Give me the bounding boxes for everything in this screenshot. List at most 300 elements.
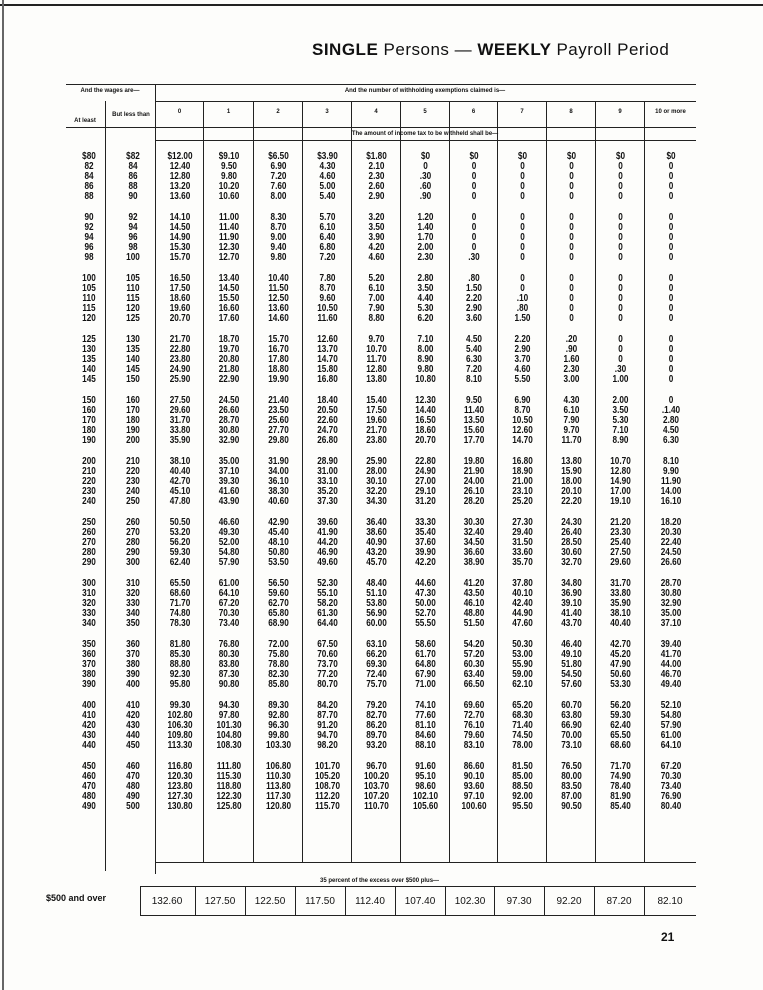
table-cell: 27.70 bbox=[268, 425, 289, 436]
table-cell: 14.50 bbox=[169, 222, 191, 233]
table-cell: 95.10 bbox=[415, 771, 436, 782]
table-cell: 18.60 bbox=[415, 425, 436, 436]
table-cell: 7.60 bbox=[270, 181, 287, 192]
table-cell: 30.80 bbox=[660, 588, 682, 599]
row-group bbox=[451, 457, 497, 507]
table-cell: 370 bbox=[82, 659, 96, 670]
table-cell: 65.50 bbox=[610, 730, 631, 741]
table-cell: 38.30 bbox=[268, 486, 289, 497]
table-cell: 96.30 bbox=[268, 720, 289, 731]
exemptions-header: And the number of withholding exemptions claimed is— bbox=[344, 88, 506, 94]
table-cell: 66.50 bbox=[463, 679, 485, 690]
table-cell: 7.20 bbox=[270, 171, 287, 182]
footer-value-1: 127.50 bbox=[204, 896, 236, 907]
table-cell: 170 bbox=[126, 405, 140, 416]
table-cell: 46.60 bbox=[218, 517, 240, 528]
table-cell: 2.80 bbox=[663, 415, 679, 426]
table-cell: .80 bbox=[468, 273, 480, 284]
row-group bbox=[304, 701, 351, 751]
table-cell: 16.50 bbox=[169, 273, 191, 284]
row-group bbox=[353, 396, 400, 446]
table-cell: 63.80 bbox=[561, 710, 582, 721]
table-cell: 74.80 bbox=[169, 608, 191, 619]
table-cell: 115.30 bbox=[216, 771, 242, 782]
table-cell: 103.30 bbox=[265, 740, 292, 751]
table-cell: 48.10 bbox=[268, 537, 289, 548]
table-cell: 6.10 bbox=[319, 222, 336, 233]
table-cell: 8.90 bbox=[612, 435, 629, 446]
table-cell: 2.80 bbox=[417, 273, 434, 284]
table-cell: 470 bbox=[126, 771, 140, 782]
row-group bbox=[353, 335, 400, 385]
row-group bbox=[205, 396, 253, 446]
column-at-least bbox=[74, 152, 104, 823]
table-cell: 6.30 bbox=[466, 354, 482, 365]
table-cell: 8.00 bbox=[417, 344, 434, 355]
row-group bbox=[304, 335, 351, 385]
row-group bbox=[157, 457, 203, 507]
row-group bbox=[597, 213, 644, 263]
table-cell: 3.90 bbox=[368, 232, 385, 243]
row-group bbox=[157, 579, 203, 629]
row-group bbox=[304, 579, 351, 629]
row-group bbox=[157, 396, 203, 446]
table-cell: 24.50 bbox=[660, 547, 682, 558]
vrule-5 bbox=[302, 101, 303, 862]
table-cell: 7.10 bbox=[417, 334, 434, 345]
table-cell: 64.80 bbox=[415, 659, 436, 670]
table-cell: 62.40 bbox=[169, 557, 191, 568]
table-cell: 47.60 bbox=[512, 618, 533, 629]
row-group bbox=[353, 518, 400, 568]
footer-value-2: 122.50 bbox=[254, 896, 286, 907]
table-cell: 0 bbox=[569, 273, 574, 284]
table-cell: 40.10 bbox=[512, 588, 533, 599]
table-cell: 14.40 bbox=[415, 405, 436, 416]
table-cell: 21.80 bbox=[218, 364, 240, 375]
bvrule-10 bbox=[644, 886, 645, 916]
table-cell: 71.70 bbox=[169, 598, 191, 609]
table-cell: 83.50 bbox=[561, 781, 582, 792]
table-cell: 10.60 bbox=[218, 191, 240, 202]
vrule-4 bbox=[253, 101, 254, 862]
table-cell: 54.50 bbox=[561, 669, 582, 680]
table-cell: 12.40 bbox=[169, 161, 191, 172]
table-cell: 101.70 bbox=[314, 761, 341, 772]
table-cell: 19.90 bbox=[268, 374, 289, 385]
table-cell: 87.70 bbox=[317, 710, 338, 721]
table-cell: .30 bbox=[614, 364, 627, 375]
table-cell: 0 bbox=[618, 303, 623, 314]
table-cell: 4.60 bbox=[514, 364, 531, 375]
table-cell: 4.50 bbox=[663, 425, 679, 436]
footer-value-4: 112.40 bbox=[355, 896, 385, 907]
table-cell: 200 bbox=[126, 435, 140, 446]
table-cell: 115 bbox=[126, 293, 140, 304]
table-cell: 46.70 bbox=[660, 669, 682, 680]
table-cell: 74.50 bbox=[512, 730, 533, 741]
table-cell: 310 bbox=[82, 588, 96, 599]
table-cell: 112.20 bbox=[315, 791, 340, 802]
table-cell: 1.50 bbox=[466, 283, 482, 294]
table-cell: 35.90 bbox=[610, 598, 631, 609]
table-cell: 0 bbox=[520, 252, 525, 263]
col-head-6: 6 bbox=[471, 109, 476, 115]
table-cell: 490 bbox=[126, 791, 140, 802]
table-cell: 480 bbox=[82, 791, 96, 802]
table-cell: 6.30 bbox=[663, 435, 679, 446]
table-cell: 0 bbox=[668, 354, 674, 365]
table-cell: 4.50 bbox=[466, 334, 482, 345]
table-cell: 17.00 bbox=[610, 486, 631, 497]
table-cell: 127.30 bbox=[167, 791, 193, 802]
table-cell: 43.50 bbox=[463, 588, 485, 599]
table-cell: 340 bbox=[126, 608, 140, 619]
table-cell: 30.80 bbox=[218, 425, 240, 436]
table-cell: 2.30 bbox=[417, 252, 434, 263]
footer-value-9: 87.20 bbox=[606, 896, 632, 907]
table-cell: 71.70 bbox=[610, 761, 631, 772]
table-cell: 27.50 bbox=[169, 395, 191, 406]
table-cell: 98 bbox=[84, 252, 94, 263]
table-cell: 94.30 bbox=[218, 700, 240, 711]
row-group bbox=[353, 701, 400, 751]
percent-note: 35 percent of the excess over $500 plus— bbox=[320, 878, 440, 884]
row-group bbox=[255, 274, 302, 324]
row-group bbox=[597, 274, 644, 324]
table-cell: 18.90 bbox=[512, 466, 533, 477]
row-group bbox=[402, 762, 449, 812]
row-group bbox=[548, 274, 595, 324]
row-group bbox=[646, 457, 696, 507]
table-cell: 0 bbox=[569, 191, 574, 202]
table-cell: 38.90 bbox=[463, 557, 485, 568]
table-cell: 38.10 bbox=[610, 608, 631, 619]
row-group bbox=[499, 701, 546, 751]
table-cell: 53.20 bbox=[169, 527, 191, 538]
table-cell: 300 bbox=[82, 578, 96, 589]
table-cell: 53.00 bbox=[512, 649, 533, 660]
table-cell: 80.70 bbox=[317, 679, 338, 690]
table-cell: 13.70 bbox=[317, 344, 338, 355]
table-cell: 10.20 bbox=[218, 181, 240, 192]
title-persons: Persons — bbox=[383, 40, 473, 59]
row-group bbox=[255, 640, 302, 690]
table-cell: 0 bbox=[569, 161, 574, 172]
table-cell: 0 bbox=[569, 171, 574, 182]
table-cell: 1.60 bbox=[563, 354, 580, 365]
table-cell: 0 bbox=[618, 293, 623, 304]
table-cell: 0 bbox=[618, 222, 623, 233]
row-group bbox=[646, 640, 696, 690]
table-cell: 49.30 bbox=[218, 527, 240, 538]
table-cell: 19.60 bbox=[169, 303, 191, 314]
table-cell: 61.00 bbox=[218, 578, 240, 589]
table-cell: 84 bbox=[84, 171, 94, 182]
row-group bbox=[499, 518, 546, 568]
table-cell: 61.70 bbox=[415, 649, 436, 660]
table-cell: 47.30 bbox=[415, 588, 436, 599]
row-group bbox=[205, 274, 253, 324]
table-cell: 0 bbox=[668, 252, 674, 263]
vrule-11 bbox=[595, 101, 596, 862]
table-cell: 0 bbox=[618, 313, 623, 324]
table-cell: 27.30 bbox=[512, 517, 533, 528]
table-cell: 280 bbox=[126, 537, 140, 548]
row-group bbox=[646, 579, 696, 629]
table-cell: 0 bbox=[471, 171, 477, 182]
table-cell: 63.40 bbox=[463, 669, 485, 680]
table-cell: 12.80 bbox=[610, 466, 631, 477]
table-cell: 190 bbox=[126, 425, 140, 436]
footer-value-8: 92.20 bbox=[556, 896, 582, 907]
table-cell: 57.90 bbox=[218, 557, 240, 568]
table-cell: 8.70 bbox=[319, 283, 336, 294]
row-group bbox=[74, 213, 104, 263]
table-cell: 81.90 bbox=[610, 791, 631, 802]
table-cell: 0 bbox=[618, 283, 623, 294]
table-cell: 15.90 bbox=[561, 466, 582, 477]
table-cell: 150 bbox=[126, 374, 140, 385]
table-cell: 28.50 bbox=[561, 537, 582, 548]
row-group bbox=[499, 579, 546, 629]
vrule-6 bbox=[351, 101, 352, 862]
row-group bbox=[74, 457, 104, 507]
row-group bbox=[597, 396, 644, 446]
table-cell: 62.70 bbox=[268, 598, 289, 609]
table-cell: 71.40 bbox=[512, 720, 533, 731]
table-cell: 46.40 bbox=[561, 639, 582, 650]
row-group bbox=[255, 396, 302, 446]
table-cell: 13.60 bbox=[169, 191, 191, 202]
table-cell: 76.50 bbox=[561, 761, 582, 772]
footer-value-0: 132.60 bbox=[151, 896, 183, 907]
row-group bbox=[255, 579, 302, 629]
table-cell: 41.40 bbox=[561, 608, 582, 619]
table-cell: 120 bbox=[82, 313, 96, 324]
table-cell: 2.30 bbox=[368, 171, 385, 182]
col-head-4: 4 bbox=[374, 109, 378, 115]
table-cell: 42.90 bbox=[268, 517, 289, 528]
table-cell: 35.70 bbox=[512, 557, 533, 568]
table-cell: 26.10 bbox=[463, 486, 485, 497]
table-cell: 22.90 bbox=[218, 374, 240, 385]
column-exemptions-3 bbox=[304, 152, 351, 823]
col-head-5: 5 bbox=[423, 109, 427, 115]
row-group bbox=[74, 274, 104, 324]
table-cell: 88.10 bbox=[415, 740, 436, 751]
table-cell: 30.10 bbox=[366, 476, 387, 487]
table-cell: 9.80 bbox=[417, 364, 434, 375]
row-group bbox=[117, 213, 149, 263]
table-cell: 420 bbox=[126, 710, 140, 721]
table-cell: 36.10 bbox=[268, 476, 289, 487]
table-cell: 56.20 bbox=[169, 537, 191, 548]
table-cell: 0 bbox=[668, 293, 674, 304]
row-group bbox=[451, 701, 497, 751]
table-cell: 99.30 bbox=[169, 700, 191, 711]
row-group bbox=[402, 152, 449, 202]
table-cell: 91.60 bbox=[415, 761, 436, 772]
table-cell: 380 bbox=[82, 669, 96, 680]
table-cell: 14.70 bbox=[512, 435, 533, 446]
table-cell: 54.20 bbox=[463, 639, 485, 650]
row-group bbox=[548, 396, 595, 446]
row-group bbox=[548, 762, 595, 812]
table-cell: 0 bbox=[569, 303, 574, 314]
table-cell: 6.40 bbox=[319, 232, 336, 243]
row-group bbox=[304, 152, 351, 202]
table-cell: 100.20 bbox=[363, 771, 390, 782]
table-cell: 19.80 bbox=[463, 456, 485, 467]
table-cell: 73.10 bbox=[561, 740, 582, 751]
table-cell: 82 bbox=[84, 161, 94, 172]
table-cell: 19.70 bbox=[218, 344, 240, 355]
row-group bbox=[646, 396, 696, 446]
table-cell: .1.40 bbox=[661, 405, 681, 416]
table-cell: 350 bbox=[126, 618, 140, 629]
vrule-2 bbox=[155, 84, 156, 874]
table-cell: 69.60 bbox=[463, 700, 485, 711]
row-group bbox=[304, 274, 351, 324]
table-cell: 4.30 bbox=[319, 161, 336, 172]
table-cell: 8.00 bbox=[270, 191, 287, 202]
table-cell: 9.40 bbox=[270, 242, 287, 253]
table-cell: 100 bbox=[82, 273, 96, 284]
table-cell: 6.90 bbox=[270, 161, 287, 172]
table-cell: 30.30 bbox=[463, 517, 485, 528]
table-cell: 83.80 bbox=[218, 659, 240, 670]
table-cell: 24.50 bbox=[218, 395, 240, 406]
table-cell: 250 bbox=[82, 517, 96, 528]
table-cell: 12.70 bbox=[218, 252, 240, 263]
table-cell: 25.40 bbox=[610, 537, 631, 548]
table-cell: 460 bbox=[82, 771, 96, 782]
table-cell: 320 bbox=[126, 588, 140, 599]
table-cell: .80 bbox=[516, 303, 529, 314]
col-head-1: 1 bbox=[226, 109, 231, 115]
row-group bbox=[157, 762, 203, 812]
table-cell: 430 bbox=[82, 730, 96, 741]
row-group bbox=[499, 396, 546, 446]
table-cell: 135 bbox=[82, 354, 96, 365]
table-cell: 22.60 bbox=[317, 415, 338, 426]
footer-value-7: 97.30 bbox=[506, 896, 532, 907]
row-group bbox=[74, 396, 104, 446]
row-group bbox=[117, 396, 149, 446]
table-cell: 58.20 bbox=[317, 598, 338, 609]
table-cell: $12.00 bbox=[167, 151, 193, 162]
table-cell: 11.00 bbox=[218, 212, 240, 223]
table-cell: 125.80 bbox=[216, 801, 242, 812]
table-cell: 90.80 bbox=[218, 679, 240, 690]
table-cell: 290 bbox=[126, 547, 140, 558]
table-cell: 13.50 bbox=[463, 415, 485, 426]
table-cell: 21.40 bbox=[268, 395, 289, 406]
table-cell: $0 bbox=[517, 151, 528, 162]
table-cell: 0 bbox=[668, 171, 674, 182]
table-cell: 130 bbox=[82, 344, 96, 355]
table-cell: 45.20 bbox=[610, 649, 631, 660]
table-cell: 290 bbox=[82, 557, 96, 568]
table-cell: 85.80 bbox=[268, 679, 289, 690]
table-cell: 40.90 bbox=[366, 537, 387, 548]
table-cell: 24.90 bbox=[415, 466, 436, 477]
rule-bottom1 bbox=[155, 862, 696, 863]
table-cell: 8.10 bbox=[663, 456, 679, 467]
table-cell: $0 bbox=[420, 151, 431, 162]
table-cell: 94 bbox=[84, 232, 94, 243]
table-cell: 21.70 bbox=[169, 334, 191, 345]
table-cell: 0 bbox=[471, 161, 477, 172]
row-group bbox=[255, 518, 302, 568]
table-cell: 5.70 bbox=[319, 212, 336, 223]
table-cell: 6.90 bbox=[514, 395, 531, 406]
table-cell: 450 bbox=[126, 740, 140, 751]
table-cell: 31.70 bbox=[610, 578, 631, 589]
table-cell: 107.20 bbox=[363, 791, 390, 802]
table-cell: 11.40 bbox=[218, 222, 240, 233]
row-group bbox=[597, 457, 644, 507]
table-cell: 85.40 bbox=[610, 801, 631, 812]
table-cell: 82.30 bbox=[268, 669, 289, 680]
row-group bbox=[646, 518, 696, 568]
table-cell: 15.40 bbox=[366, 395, 387, 406]
table-cell: 22.80 bbox=[169, 344, 191, 355]
table-cell: 5.30 bbox=[612, 415, 629, 426]
table-cell: 93.60 bbox=[463, 781, 485, 792]
table-cell: 4.30 bbox=[563, 395, 580, 406]
table-cell: 56.20 bbox=[610, 700, 631, 711]
row-group bbox=[402, 396, 449, 446]
table-cell: 9.80 bbox=[270, 252, 287, 263]
table-cell: 0 bbox=[471, 181, 477, 192]
table-cell: 57.90 bbox=[660, 720, 682, 731]
row-group bbox=[353, 762, 400, 812]
table-cell: 66.20 bbox=[366, 649, 387, 660]
table-cell: 76.90 bbox=[660, 791, 682, 802]
row-group bbox=[548, 701, 595, 751]
over-500-label: $500 and over bbox=[46, 893, 107, 903]
table-cell: 115 bbox=[82, 303, 96, 314]
row-group bbox=[255, 762, 302, 812]
table-cell: 31.90 bbox=[268, 456, 289, 467]
table-cell: 49.60 bbox=[317, 557, 338, 568]
table-cell: 43.70 bbox=[561, 618, 582, 629]
table-cell: 90.10 bbox=[463, 771, 485, 782]
table-cell: 108.30 bbox=[216, 740, 242, 751]
table-cell: 70.00 bbox=[561, 730, 582, 741]
table-cell: 44.60 bbox=[415, 578, 436, 589]
table-cell: 52.00 bbox=[218, 537, 240, 548]
table-cell: 110.30 bbox=[266, 771, 291, 782]
table-cell: 84.20 bbox=[317, 700, 338, 711]
table-cell: 85.00 bbox=[512, 771, 533, 782]
table-cell: 26.60 bbox=[660, 557, 682, 568]
table-cell: 31.70 bbox=[169, 415, 191, 426]
table-cell: 116.80 bbox=[167, 761, 193, 772]
table-cell: 52.70 bbox=[415, 608, 436, 619]
table-cell: 21.00 bbox=[512, 476, 533, 487]
row-group bbox=[597, 640, 644, 690]
table-cell: 96 bbox=[128, 232, 138, 243]
table-cell: 17.50 bbox=[366, 405, 387, 416]
table-cell: 110 bbox=[82, 293, 96, 304]
table-cell: 490 bbox=[82, 801, 96, 812]
table-cell: 115.70 bbox=[315, 801, 340, 812]
table-cell: 49.10 bbox=[561, 649, 582, 660]
table-cell: 90.50 bbox=[561, 801, 582, 812]
